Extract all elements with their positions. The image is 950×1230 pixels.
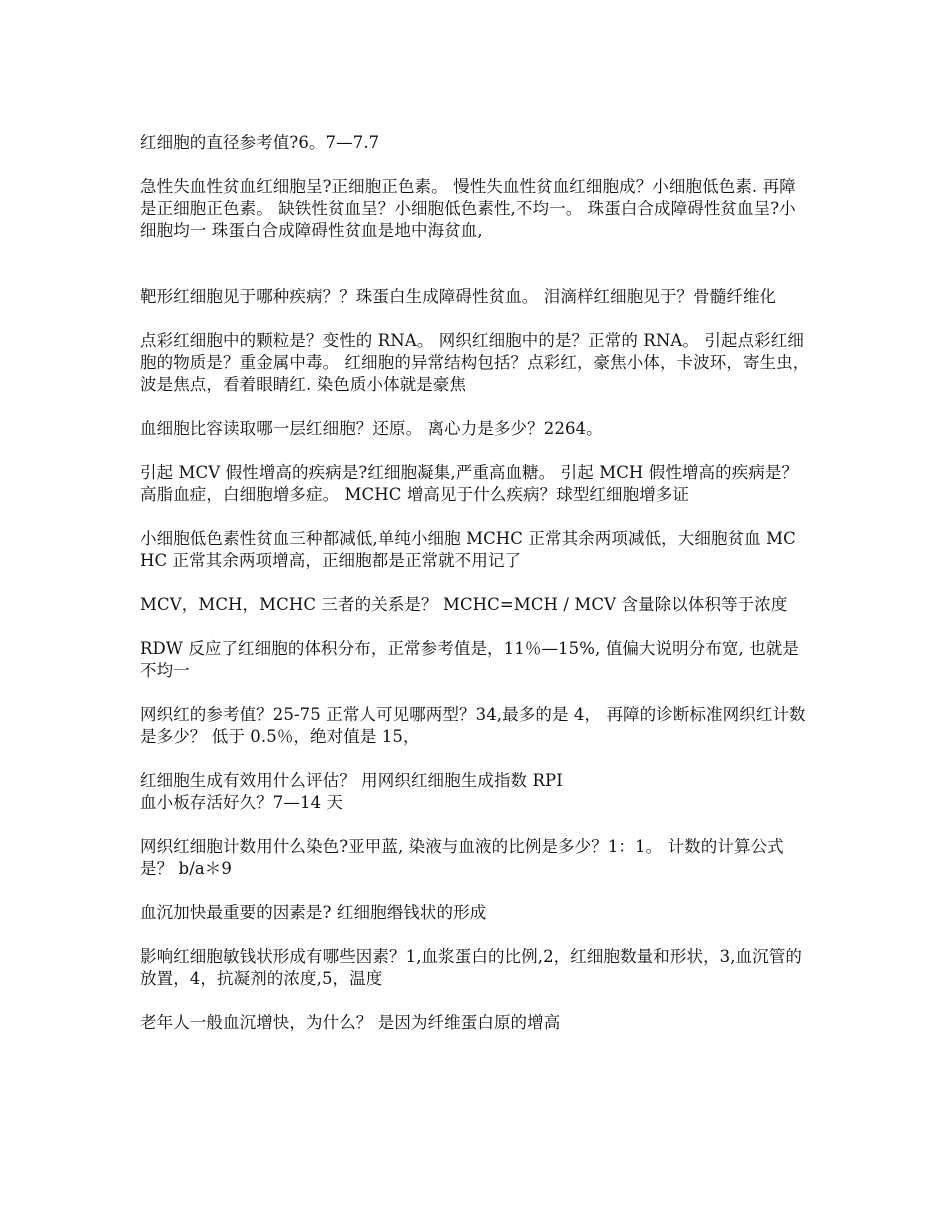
paragraph-platelet-survival: 血小板存活好久？7—14 天 <box>140 793 344 812</box>
paragraph-target-cells: 靶形红细胞见于哪种疾病？？珠蛋白生成障碍性贫血。 泪滴样红细胞见于？骨髓纤维化 <box>140 287 777 306</box>
paragraph-rbc-diameter: 红细胞的直径参考值?6。7—7.7 <box>140 133 380 152</box>
paragraph-hematocrit: 血细胞比容读取哪一层红细胞？还原。 离心力是多少？2264。 <box>140 419 603 438</box>
paragraph-basophilic-stippling: 点彩红细胞中的颗粒是？变性的 RNA。 网织红细胞中的是？正常的 RNA。 引起点彩红细胞的物质是？重金属中毒。 红细胞的异常结构包括？点彩红，豪焦小体，卡波环，寄生虫， 波是焦点，看着眼睛红. 染色质小体就是豪焦 <box>140 331 810 394</box>
paragraph-rpi: 红细胞生成有效用什么评估？ 用网织红细胞生成指数 RPI <box>140 771 563 790</box>
paragraph-mcv-mch: 引起 MCV 假性增高的疾病是?红细胞凝集,严重高血糖。 引起 MCH 假性增高的疾病是？高脂血症，白细胞增多症。 MCHC 增高见于什么疾病？球型红细胞增多证 <box>140 463 799 504</box>
paragraph-anemia-indices: 小细胞低色素性贫血三种都减低,单纯小细胞 MCHC 正常其余两项减低，大细胞贫血 MCHC 正常其余两项增高，正细胞都是正常就不用记了 <box>140 529 796 570</box>
paragraph-elderly-esr: 老年人一般血沉增快，为什么？ 是因为纤维蛋白原的增高 <box>140 1013 561 1032</box>
paragraph-esr-factor: 血沉加快最重要的因素是? 红细胞缗钱状的形成 <box>140 903 487 922</box>
paragraph-indices-relation: MCV，MCH，MCHC 三者的关系是？ MCHC=MCH / MCV 含量除以体积等于浓度 <box>140 595 788 614</box>
paragraph-rouleaux-factors: 影响红细胞敏钱状形成有哪些因素？1,血浆蛋白的比例,2，红细胞数量和形状，3,血沉管的放置，4，抗凝剂的浓度,5，温度 <box>140 947 803 988</box>
paragraph-reticulocyte-reference: 网织红的参考值？25-75 正常人可见哪两型？34,最多的是 4， 再障的诊断标准网织红计数是多少？ 低于 0.5％，绝对值是 15， <box>140 705 806 746</box>
paragraph-anemia-types: 急性失血性贫血红细胞呈?正细胞正色素。 慢性失血性贫血红细胞成？小细胞低色素. 再障是正细胞正色素。 缺铁性贫血呈？小细胞低色素性,不均一。 珠蛋白合成障碍性贫血呈?小细胞均一 珠蛋白合成障碍性贫血是地中海贫血, <box>140 177 796 240</box>
paragraph-reticulocyte-stain: 网织红细胞计数用什么染色?亚甲蓝, 染液与血液的比例是多少？1：1。 计数的计算公式是？ b/a＊9 <box>140 837 784 878</box>
document-body <box>140 132 810 1034</box>
paragraph-rdw: RDW 反应了红细胞的体积分布，正常参考值是，11％—15%, 值偏大说明分布宽, 也就是不均一 <box>140 639 800 680</box>
